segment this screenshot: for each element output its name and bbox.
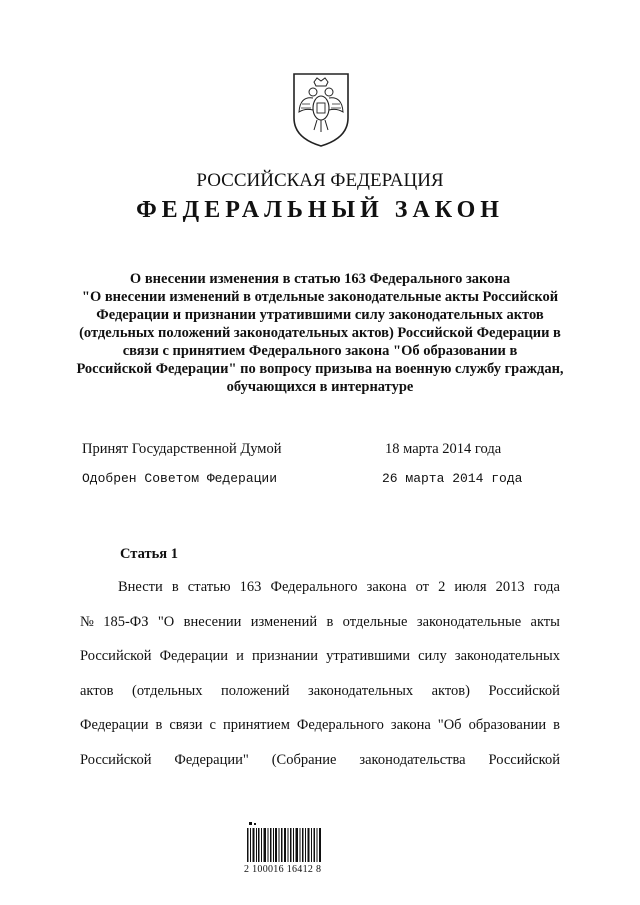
law-title: [70, 270, 570, 396]
word: "Об: [437, 717, 462, 734]
country-heading: РОССИЙСКАЯ ФЕДЕРАЦИЯ: [196, 170, 444, 191]
word: внесении: [183, 613, 242, 630]
word: в: [326, 613, 334, 630]
word: 163: [239, 579, 262, 595]
law-title-line: О внесении изменения в статью 163 Федерального закона: [129, 271, 511, 287]
word: силу: [418, 648, 447, 665]
article-heading: Статья 1: [120, 546, 178, 562]
word: в: [155, 717, 163, 734]
word: года: [533, 579, 560, 595]
word: Российской: [80, 648, 152, 665]
word: Российской: [80, 751, 152, 768]
word: закона: [366, 579, 407, 595]
word: Федерации: [80, 717, 149, 734]
article-line: [80, 752, 560, 787]
law-title-line: Российской Федерации" по вопросу призыва на военную службу граждан,: [76, 361, 564, 377]
word: изменений: [250, 613, 318, 630]
barcode-image: [245, 822, 325, 862]
document-type-heading: ФЕДЕРАЛЬНЫЙ ЗАКОН: [136, 197, 504, 223]
word: "О: [157, 613, 175, 630]
word: июля: [454, 579, 487, 595]
word: 2: [438, 579, 446, 595]
word: положений: [220, 682, 290, 699]
article-body: [80, 579, 560, 787]
word: (отдельных: [132, 682, 203, 699]
law-title-line: обучающихся в интернатуре: [226, 379, 414, 395]
word: Федерации": [174, 751, 249, 768]
word: Российской: [488, 751, 560, 768]
word: Внести: [118, 579, 163, 595]
adopted-date: 18 марта 2014 года: [385, 441, 502, 457]
word: принятием: [222, 717, 290, 734]
word: отдельные: [342, 613, 408, 630]
word: (Собрание: [271, 751, 337, 768]
word: актов: [80, 682, 114, 699]
article-line: [80, 717, 560, 752]
word: Федерального: [296, 717, 384, 734]
word: Федерального: [270, 579, 358, 595]
barcode-number: 2 100016 16412 8: [244, 864, 322, 875]
adopted-by-duma-label: Принят Государственной Думой: [82, 441, 282, 457]
law-title-line: связи с принятием Федерального закона "Об образовании в: [122, 343, 518, 359]
article-line: [80, 683, 560, 718]
word: законодательные: [416, 613, 522, 630]
word: Федерации: [159, 648, 229, 665]
law-title-line: Федерации и признании утратившими силу законодательных актов: [96, 307, 544, 323]
word: связи: [169, 717, 203, 734]
word: акты: [530, 613, 560, 630]
word: законодательства: [359, 751, 466, 768]
article-line: [80, 614, 560, 649]
word: от: [415, 579, 429, 595]
law-title-line: "О внесении изменений в отдельные законодательные акты Российской: [81, 289, 559, 305]
word: №: [80, 613, 94, 630]
word: 2013: [495, 579, 525, 595]
word: актов): [431, 682, 470, 699]
word: и: [236, 648, 244, 665]
approved-date: 26 марта 2014 года: [382, 471, 523, 486]
law-title-line: (отдельных положений законодательных актов) Российской Федерации в: [79, 325, 561, 341]
word: с: [209, 717, 216, 734]
word: 185-ФЗ: [103, 613, 149, 630]
word: закона: [390, 717, 431, 734]
article-line: [80, 648, 560, 683]
word: законодательных: [307, 682, 414, 699]
word: законодательных: [454, 648, 560, 665]
approved-by-council-label: Одобрен Советом Федерации: [82, 471, 278, 486]
word: в: [553, 717, 560, 734]
word: Российской: [488, 682, 560, 699]
word: статью: [187, 579, 231, 595]
word: утратившими: [326, 648, 410, 665]
word: образовании: [468, 717, 547, 734]
word: признании: [252, 648, 318, 665]
word: в: [171, 579, 179, 595]
article-line: [80, 579, 560, 614]
coat-of-arms-emblem: [290, 70, 352, 148]
